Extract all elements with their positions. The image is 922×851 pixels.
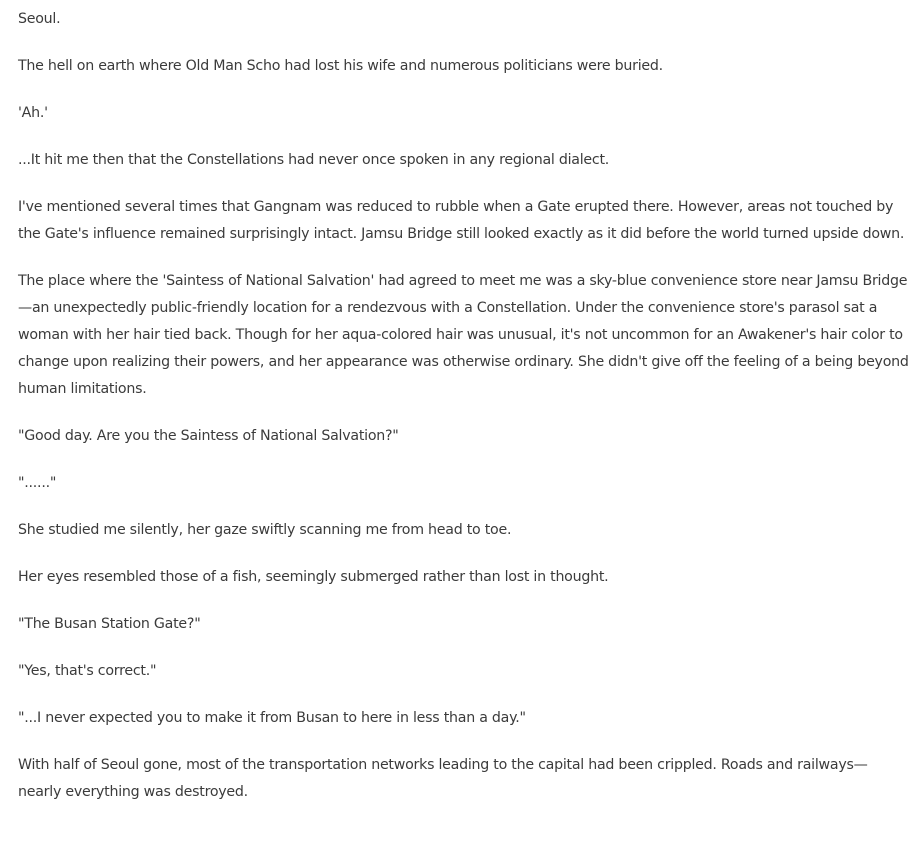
paragraph: The place where the 'Saintess of National Salvation' had agreed to meet me was a sky-blue convenience store near Jamsu Bridge—an unexpectedly public-friendly location for a rendezvous with a Constellation. Under the convenience store's parasol sat a woman with her hair tied back. Though for her aqua-colored hair was unusual, it's not uncommon for an Awakener's hair color to change upon realizing their powers, and her appearance was otherwise ordinary. She didn't give off the feeling of a being beyond human limitations. — [18, 273, 909, 397]
paragraph: 'Ah.' — [18, 105, 48, 121]
paragraph: "Good day. Are you the Saintess of National Salvation?" — [18, 428, 399, 444]
chapter-text — [18, 6, 910, 826]
paragraph: "Yes, that's correct." — [18, 663, 157, 679]
paragraph: Seoul. — [18, 11, 61, 27]
paragraph: The hell on earth where Old Man Scho had lost his wife and numerous politicians were buried. — [18, 58, 663, 74]
paragraph: "...I never expected you to make it from Busan to here in less than a day." — [18, 710, 526, 726]
paragraph: She studied me silently, her gaze swiftly scanning me from head to toe. — [18, 522, 512, 538]
paragraph: ...It hit me then that the Constellations had never once spoken in any regional dialect. — [18, 152, 610, 168]
paragraph: I've mentioned several times that Gangnam was reduced to rubble when a Gate erupted there. However, areas not touched by the Gate's influence remained surprisingly intact. Jamsu Bridge still looked exactly as it did before the world turned upside down. — [18, 199, 905, 242]
paragraph: With half of Seoul gone, most of the transportation networks leading to the capital had been crippled. Roads and railways—nearly everything was destroyed. — [18, 757, 868, 800]
paragraph: Her eyes resembled those of a fish, seemingly submerged rather than lost in thought. — [18, 569, 609, 585]
paragraph: "......" — [18, 475, 57, 491]
paragraph: "The Busan Station Gate?" — [18, 616, 201, 632]
